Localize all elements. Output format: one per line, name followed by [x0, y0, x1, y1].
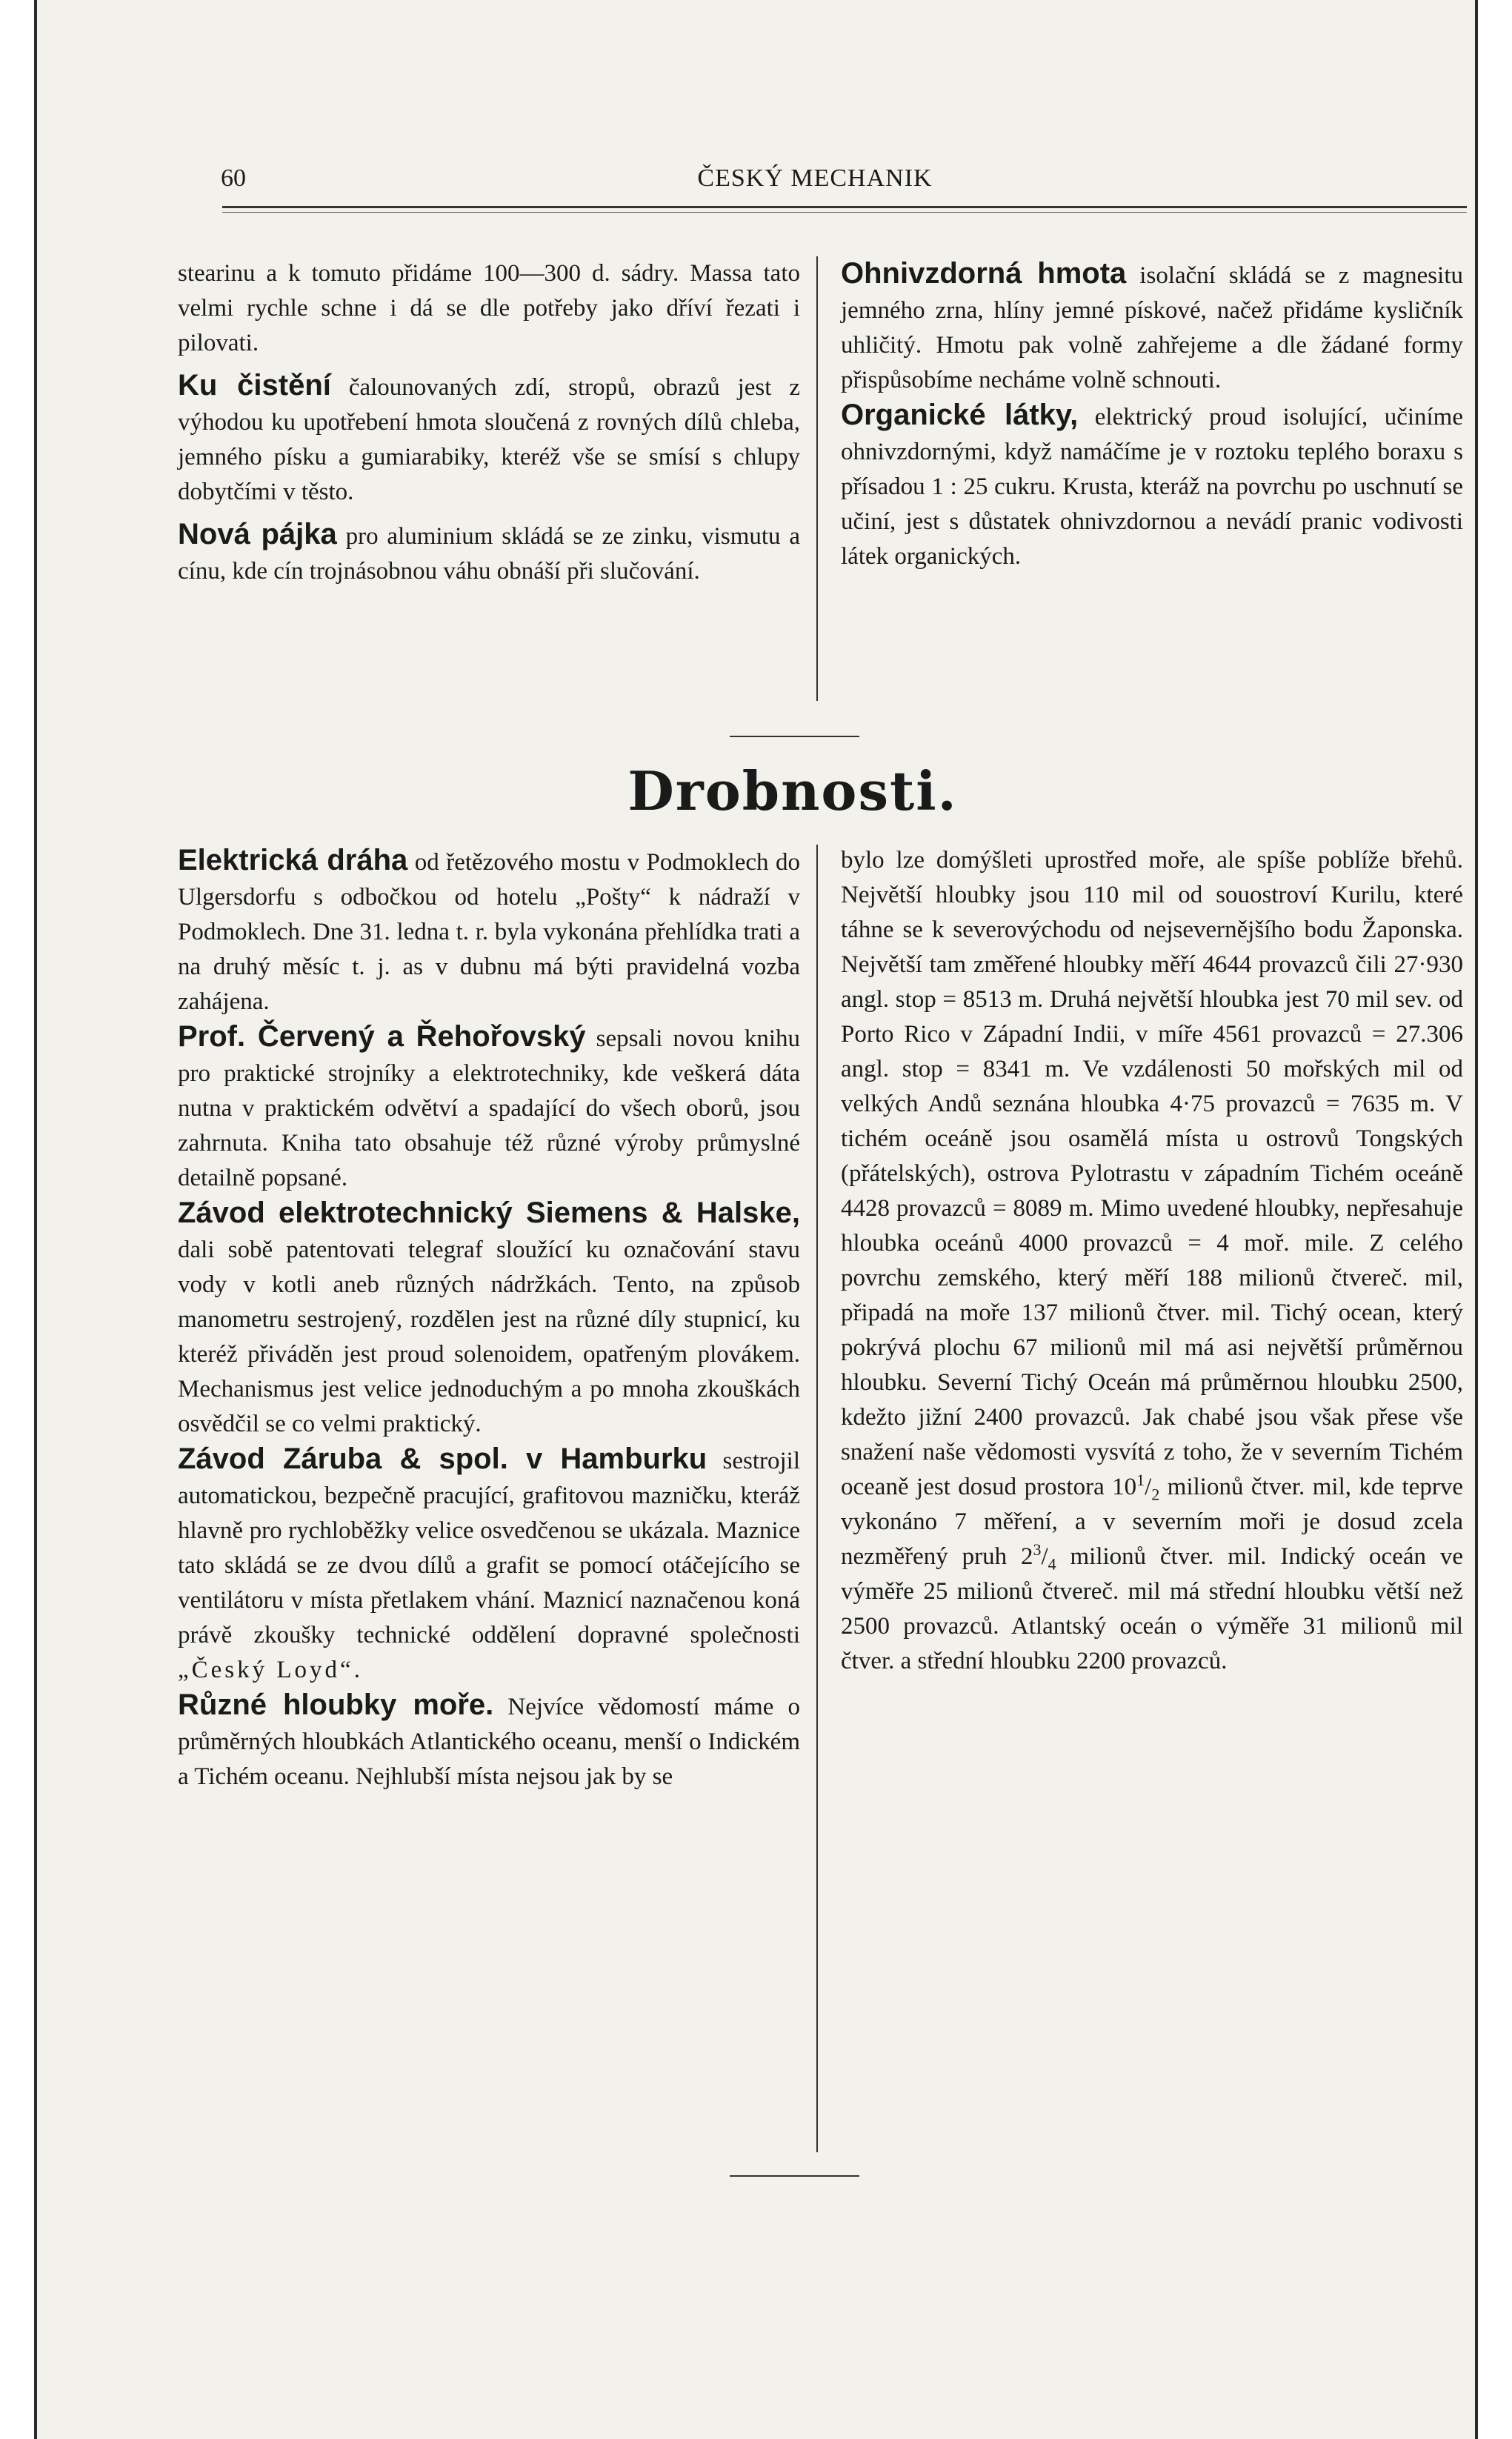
section-separator — [730, 736, 859, 737]
paragraph-text: pro aluminium skládá se ze zinku, vismutu a cínu, kde cín trojnásobnou váhu obnáší při slučování. — [178, 523, 800, 585]
paragraph: bylo lze domýšleti uprostřed moře, ale spíše poblíže břehů. Největší hloubky jsou 110 mil od souostroví Kurilu, které táhne se k severovýchodu od nejsevernějšího bodu Žaponska. Největší tam změřené hloubky měří 4644 provazců čili 27·930 angl. stop = 8513 m. Druhá největší hloubka jest 70 mil sev. od Porto Rico v Západní Indii, v míře 4561 provazců = 27.306 angl. stop = 8341 m. Ve vzdálenosti 50 mořských mil od velkých Andů seznána hloubka 4·75 provazců = 7635 m. V tichém oceáně jsou osamělá místa u ostrovů Tongských (přátelských), ostrova Pylotrastu v západním Tichém oceáně 4428 provazců = 8089 m. Mimo uvedené hloubky, nepřesahuje hloubka oceánů 4000 provazců = 4 moř. mile. Z celého povrchu zemského, který měří 188 milionů čtvereč. mil, připadá na moře 137 milionů čtver. mil. Tichý ocean, který pokrývá plochu 67 milionů mil má asi největší průměrnou hloubku. Severní Tichý Oceán má průměrnou hloubku 2500, kdežto jižní 2400 provazců. Jak chabé jsou však přese vše snažení naše vědomosti vysvítá z toho, že v severním Tichém oceaně jest dosud prostora $10^1/_2$ milionů čtver. mil, kde teprve vykonáno 7 měření, a v severním moři je dosud zcela nezměřený pruh $2^3/_4$ milionů čtver. mil. Indický oceán ve výměře 25 milionů čtvereč. mil má střední hloubku větší než 2500 provazců. Atlantský oceán o výměře 31 milionů mil čtver. a střední hloubku 2200 provazců. — [841, 847, 1463, 1674]
page-number: 60 — [221, 164, 246, 192]
paragraph-text: od řetězového mostu v Podmoklech do Ulgersdorfu s odbočkou od hotelu „Pošty“ k nádraží v Podmoklech. Dne 31. ledna t. r. byla vykonána přehlídka trati a na druhý měsíc t. j. as v dubnu má býti pravidelná vozba zahájena. — [178, 849, 800, 1015]
paragraph-text: Nejvíce vědomostí máme o průměrných hloubkách Atlantického oceanu, menší o Indickém a Tichém oceanu. Nejhlubší místa nejsou jak by se — [178, 1694, 800, 1790]
left-column — [178, 843, 800, 1794]
page — [34, 0, 1478, 2439]
fraction-denominator: 4 — [1048, 1554, 1056, 1574]
paragraph-text: milionů čtver. mil. Indický oceán ve výměře 25 milionů čtvereč. mil má střední hloubku větší než 2500 provazců. Atlantský oceán o výměře 31 milionů mil čtver. a střední hloubku 2200 provazců. — [841, 1543, 1463, 1674]
paragraph-text: sestrojil automatickou, bezpečně pracující, grafitovou mazničku, kteráž hlavně pro rychloběžky velice osvedčenou se ukázala. Maznice tato skládá se ze dvou dílů a grafit se pomocí otáčejícího se ventilátoru v místa přetlakem vhání. Maznicí naznačenou koná právě zkoušky technické oddělení dopravné společnosti — [178, 1448, 800, 1648]
paragraph-text: elektrický proud isolující, učiníme ohnivzdornými, když namáčíme je v roztoku teplého boraxu s přísadou 1 : 25 cukru. Krusta, kteráž na povrchu po uschnutí se učiní, jest s důstatek ohnivzdornou a nevádí pranic vodivosti látek organických. — [841, 404, 1463, 570]
fraction-denominator: 2 — [1151, 1485, 1160, 1504]
paragraph — [178, 517, 800, 589]
paragraph-text: sepsali novou knihu pro praktické strojníky a elektrotechniky, kde veškerá dáta nutna v praktickém odvětví a spadající do všech oborů, jsou zahrnuta. Kniha tato obsahuje též různé výroby průmyslné detailně popsané. — [178, 1025, 800, 1191]
running-title: ČESKÝ MECHANIK — [697, 164, 933, 192]
paragraph-text: milionů čtver. mil, kde teprve vykonáno 7 měření, a v severním moři je dosud zcela nezměřený pruh 2 — [841, 1474, 1463, 1570]
paragraph-text: dali sobě patentovati telegraf sloužící ku označování stavu vody v kotli aneb různých nádržkách. Tento, na způsob manometru sestrojený, rozdělen jest na různé díly stupnicí, ku kteréž přiváděn jest proud solenoidem, opatřeným plovákem. Mechanismus jest velice jednoduchým a po mnoha zkouškách osvědčil se co velmi praktický. — [178, 1237, 800, 1437]
fraction-numerator: 1 — [1136, 1471, 1145, 1489]
paragraph-heading: Závod Záruba & spol. v Hamburku — [178, 1443, 707, 1475]
paragraph-text: čalounovaných zdí, stropů, obrazů jest z výhodou ku upotřebení hmota sloučená z rovných dílů chleba, jemného písku a gumiarabiky, kteréž vše se smísí s chlupy dobytčími v těsto. — [178, 374, 801, 505]
section-title: Drobnosti. — [627, 759, 958, 822]
header-rule-thin — [222, 212, 1467, 213]
company-name: „Český Loyd“. — [178, 1657, 363, 1683]
top-right-column — [841, 256, 1463, 574]
paragraph — [178, 256, 800, 361]
paragraph-text: bylo lze domýšleti uprostřed moře, ale spíše poblíže břehů. Největší hloubky jsou 110 mil od souostroví Kurilu, které táhne se k severovýchodu od nejsevernějšího bodu Žaponska. Největší tam změřené hloubky měří 4644 provazců čili 27·930 angl. stop = 8513 m. Druhá největší hloubka jest 70 mil sev. od Porto Rico v Západní Indii, v míře 4561 provazců = 27.306 angl. stop = 8341 m. Ve vzdálenosti 50 mořských mil od velkých Andů seznána hloubka 4·75 provazců = 7635 m. V tichém oceáně jsou osamělá místa u ostrovů Tongských (přátelských), ostrova Pylotrastu v západním Tichém oceáně 4428 provazců = 8089 m. Mimo uvedené hloubky, nepřesahuje hloubka oceánů 4000 provazců = 4 moř. mile. Z celého povrchu zemského, který měří 188 milionů čtvereč. mil, připadá na moře 137 milionů čtver. mil. Tichý ocean, který pokrývá plochu 67 milionů mil má asi největší průměrnou hloubku. Severní Tichý Oceán má průměrnou hloubku 2500, kdežto jižní 2400 provazců. Jak chabé jsou však přese vše snažení naše vědomosti vysvítá z toho, že v severním Tichém oceaně jest dosud prostora 10 — [841, 847, 1463, 1500]
column-divider — [816, 845, 818, 2152]
paragraph-heading: Závod elektrotechnický Siemens & Halske, — [178, 1197, 800, 1229]
paragraph — [178, 1196, 800, 1442]
paragraph — [841, 256, 1463, 398]
paragraph-heading: Ku čistění — [178, 369, 331, 402]
paragraph — [178, 368, 800, 510]
end-separator — [730, 2175, 859, 2177]
paragraph — [178, 1019, 800, 1196]
paragraph-heading: Ohnivzdorná hmota — [841, 257, 1127, 290]
paragraph-heading: Organické látky, — [841, 399, 1079, 431]
top-left-column — [178, 256, 800, 589]
paragraph-text: stearinu a k tomuto přidáme 100—300 d. sádry. Massa tato velmi rychle schne i dá se dle potřeby jako dříví řezati i pilovati. — [178, 260, 800, 356]
header-rule — [222, 206, 1467, 208]
paragraph — [178, 1688, 800, 1794]
paragraph — [178, 843, 800, 1019]
paragraph-text: isolační skládá se z magnesitu jemného zrna, hlíny jemné pískové, načež přidáme kysličník uhličitý. Hmotu pak volně zahřejeme a dle žádané formy přispůsobíme necháme volně schnouti. — [841, 262, 1463, 393]
paragraph-heading: Nová pájka — [178, 518, 337, 550]
paragraph-heading: Různé hloubky moře. — [178, 1688, 494, 1721]
fraction-numerator: 3 — [1033, 1540, 1042, 1559]
right-column — [841, 843, 1463, 1679]
paragraph — [178, 1442, 800, 1688]
paragraph-heading: Prof. Červený a Řehořovský — [178, 1020, 586, 1053]
column-divider — [816, 256, 818, 701]
paragraph — [841, 398, 1463, 574]
paragraph-heading: Elektrická dráha — [178, 844, 408, 876]
